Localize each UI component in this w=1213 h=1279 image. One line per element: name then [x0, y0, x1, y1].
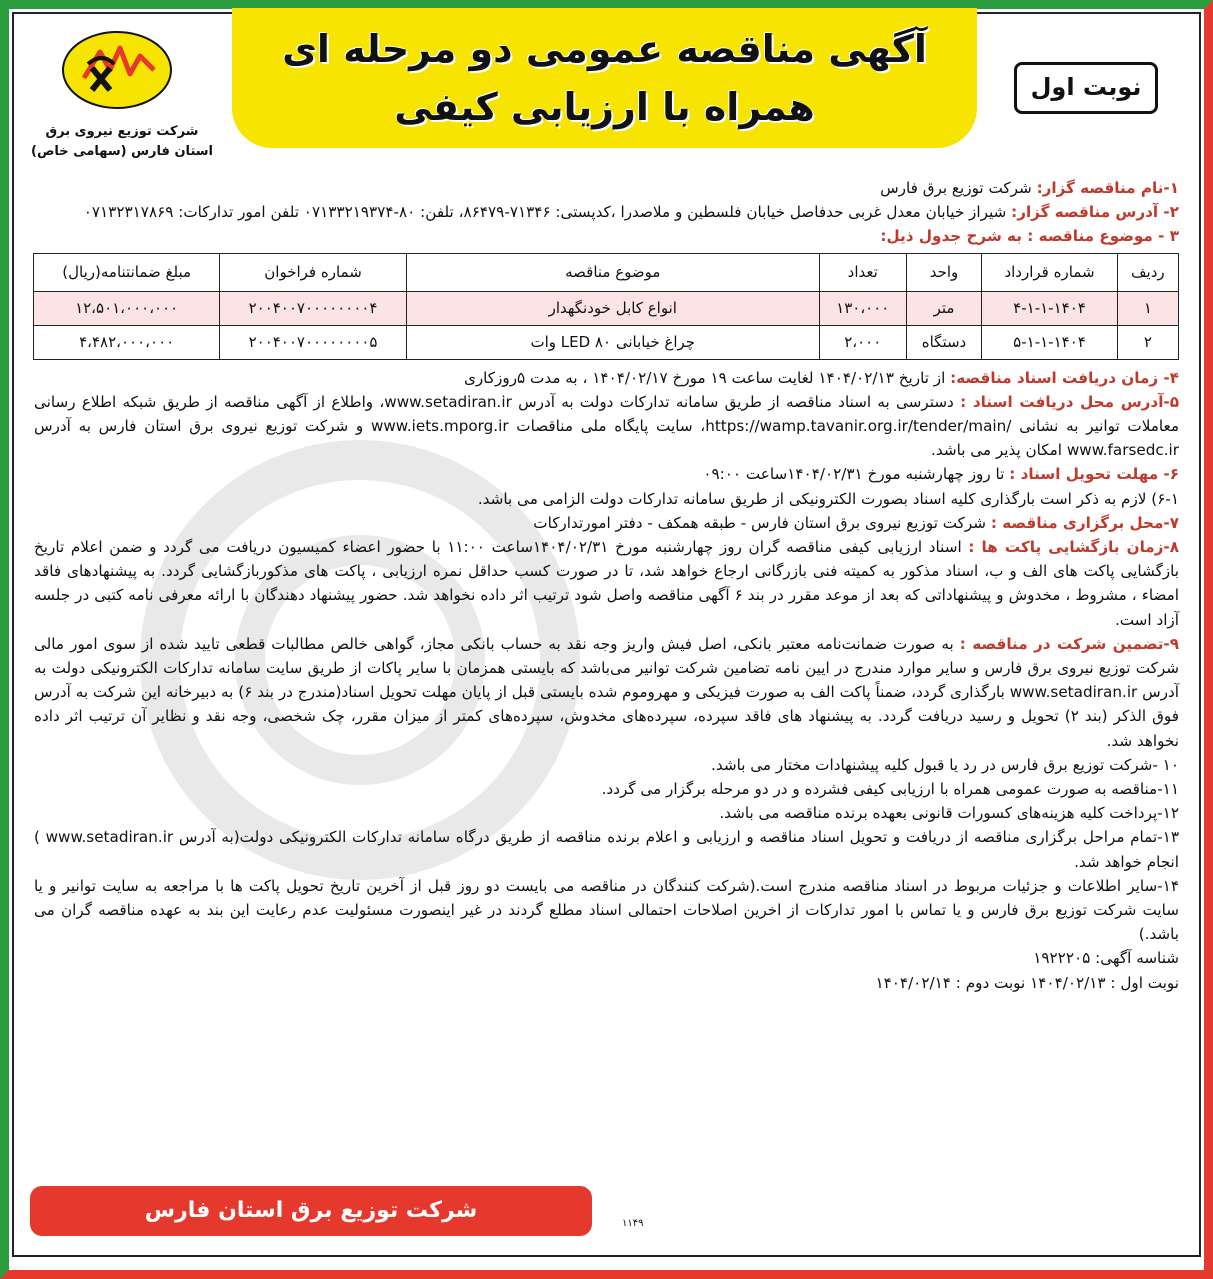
table-cell: ۲۰۰۴۰۰۷۰۰۰۰۰۰۰۰۵ [220, 325, 406, 359]
section-13: ۱۳-تمام مراحل برگزاری مناقصه از دریافت و تحویل اسناد مناقصه و ارزیابی و اعلام برنده مناقصه از طریق درگاه سامانه تدارکات الکترونیکی دولت(به آدرس www.setadiran.ir ) انجام خواهد شد. [34, 828, 1179, 871]
section-2: ۲- آدرس مناقصه گزار: شیراز خیابان معدل غربی حدفاصل خیابان فلسطین و ملاصدرا ،کدپستی: ۷۱۳۴۶-۸۶۴۷۹، تلفن: ۸۰-۰۷۱۳۳۲۱۹۳۷۴ تلفن امور تدارکات: ۰۷۱۳۲۳۱۷۸۶۹ [83, 203, 1179, 222]
table-row [34, 325, 1179, 359]
company-name-line2: استان فارس (سهامی خاص) [31, 144, 213, 159]
section-4: ۴- زمان دریافت اسناد مناقصه: از تاریخ ۱۴۰۴/۰۲/۱۳ لغایت ساعت ۱۹ مورخ ۱۴۰۴/۰۲/۱۷ ، به مدت ۵روزکاری [463, 368, 1179, 387]
table-header-row [34, 253, 1179, 291]
section-10: ۱۰ -شرکت توزیع برق فارس در رد یا قبول کلیه پیشنهادات مختار می باشد. [711, 755, 1179, 774]
section-6: ۶- مهلت تحویل اسناد : تا روز چهارشنبه مورخ ۱۴۰۴/۰۲/۳۱ساعت ۰۹:۰۰ [703, 465, 1179, 484]
section-12: ۱۲-پرداخت کلیه هزینه‌های کسورات قانونی بعهده برنده مناقصه می باشد. [719, 804, 1179, 823]
publish-dates: نوبت اول : ۱۴۰۴/۰۲/۱۳ نوبت دوم : ۱۴۰۴/۰۲/۱۴ [875, 973, 1179, 992]
table-cell: ۴،۴۸۲،۰۰۰،۰۰۰ [34, 325, 220, 359]
header-banner [232, 8, 977, 148]
table-cell: ۲۰۰۴۰۰۷۰۰۰۰۰۰۰۰۴ [220, 291, 406, 325]
footer-banner: شرکت توزیع برق استان فارس [30, 1186, 592, 1236]
section-8: ۸-زمان بازگشایی پاکت ها : اسناد ارزیابی کیفی مناقصه گران روز چهارشنبه مورخ ۱۴۰۴/۰۲/۳۱ساعت ۱۱:۰۰ با حضور اعضاء کمیسیون دریافت می گردد و ضمن اعلام تاریخ بازگشایی پاکت های الف و ب، اسناد مذکور به کمیته فنی بازرگانی ارجاع خواهد شد، تا در صورت کسب حداقل نمره ارزیابی ، پاکت های مذکوربازگشایی گردد. به پیشنهادهای فاقد امضاء ، مشروط ، مخدوش و پیشنهاداتی که بعد از موعد مقرر در بند ۶ آگهی مناقصه واصل شود ترتیب اثر داده نخواهد شد. حضور پیشنهاد دهندگان با ارائه معرفی نامه کتبی در جلسه آزاد است. [34, 538, 1179, 629]
table-row [34, 291, 1179, 325]
col-header: واحد [906, 253, 982, 291]
page-title: آگهی مناقصه عمومی دو مرحله ای همراه با ارزیابی کیفی [282, 27, 927, 129]
table-cell: ۴-۱-۱-۱۴۰۴ [982, 291, 1117, 325]
table-cell: ۱۲،۵۰۱،۰۰۰،۰۰۰ [34, 291, 220, 325]
section-6-1: ۶-۱) لازم به ذکر است بارگذاری کلیه اسناد بصورت الکترونیکی از طریق سامانه تدارکات دولت الزامی می باشد. [477, 489, 1179, 508]
round-badge: نوبت اول [1014, 62, 1158, 114]
section-7: ۷-محل برگزاری مناقصه : شرکت توزیع نیروی برق استان فارس - طبقه همکف - دفتر امورتدارکات [533, 513, 1179, 532]
col-header: مبلغ ضمانتنامه(ریال) [34, 253, 220, 291]
table-cell: انواع کابل خودنگهدار [406, 291, 819, 325]
section-9: ۹-تضمین شرکت در مناقصه : به صورت ضمانت‌نامه معتبر بانکی، اصل فیش واریز وجه نقد به حساب بانکی مجاز، گواهی خالص مطالبات قطعی تایید شده از سوی امور مالی شرکت توزیع نیروی برق فارس و سایر موارد مندرج در ایین نامه تضامین شرکت توانیر می‌باشد که بایستی همزمان با سایر پاکات از طریق سایت سامانه تدارکات الکترونیکی دولت به آدرس www.setadiran.ir بارگذاری گردد، ضمناً پاکت الف به صورت فیزیکی و مهروموم شده بایستی قبل از پایان مهلت تحویل اسناد(مندرج در بند ۶) به دبیرخانه این شرکت به آدرس فوق الذکر (بند ۲) تحویل و رسید دریافت گردد. به پیشنهاد های فاقد سپرده، سپرده‌های مخدوش، سپرده‌های کمتر از میزان مقرر، چک شخصی، وجه نقد و نظایر آن ترتیب اثر داده نخواهد شد. [34, 634, 1179, 750]
section-3: ۳ - موضوع مناقصه : به شرح جدول ذیل: [880, 227, 1179, 246]
table-cell: ۱ [1117, 291, 1178, 325]
section-1: ۱-نام مناقصه گزار: شرکت توزیع برق فارس [880, 179, 1179, 197]
ad-id: شناسه آگهی: ۱۹۲۲۲۰۵ [1033, 949, 1179, 968]
table-cell: ۲،۰۰۰ [819, 325, 906, 359]
table-cell: دستگاه [906, 325, 982, 359]
table-cell: ۱۳۰،۰۰۰ [819, 291, 906, 325]
table-cell: متر [906, 291, 982, 325]
col-header: شماره فراخوان [220, 253, 406, 291]
company-name-line1: شرکت توزیع نیروی برق [45, 124, 199, 139]
section-14: ۱۴-سایر اطلاعات و جزئیات مربوط در اسناد مناقصه مندرج است.(شرکت کنندگان در مناقصه می بایست دو روز قبل از آخرین تاریخ تحویل پاکت ها با مراجعه به سایت توانیر و یا سایت شرکت توزیع برق فارس و یا تماس با امور تدارکات از اخرین اصلاحات احتمالی اسناد مطلع گردند در غیر اینصورت مسئولیت عدم رعایت این بند به عهده مناقصه گران می باشد.) [34, 876, 1179, 944]
tender-table [33, 253, 1179, 360]
section-11: ۱۱-مناقصه به صورت عمومی همراه با ارزیابی کیفی فشرده و در دو مرحله برگزار می گردد. [601, 780, 1179, 799]
col-header: تعداد [819, 253, 906, 291]
company-name [28, 122, 216, 162]
table-cell: ۵-۱-۱-۱۴۰۴ [982, 325, 1117, 359]
col-header: ردیف [1117, 253, 1178, 291]
table-cell: چراغ خیابانی LED ۸۰ وات [406, 325, 819, 359]
col-header: موضوع مناقصه [406, 253, 819, 291]
section-5: ۵-آدرس محل دریافت اسناد : دسترسی به اسناد مناقصه از طریق سامانه تدارکات دولت به آدرس www.setadiran.ir، واطلاع از آگهی مناقصه از طریق شبکه اطلاع رسانی معاملات توانیر به نشانی /https://wamp.tavanir.org.ir/tender/main، سایت پایگاه ملی مناقصات www.iets.mporg.ir و شرکت توزیع نیروی برق استان فارس به آدرس www.farsedc.ir امکان پذیر می باشد. [34, 392, 1179, 460]
ad-code: ۱۱۴۹ [622, 1218, 644, 1229]
announcement-body [34, 176, 1179, 995]
table-cell: ۲ [1117, 325, 1178, 359]
company-logo-icon [62, 30, 172, 110]
col-header: شماره قرارداد [982, 253, 1117, 291]
